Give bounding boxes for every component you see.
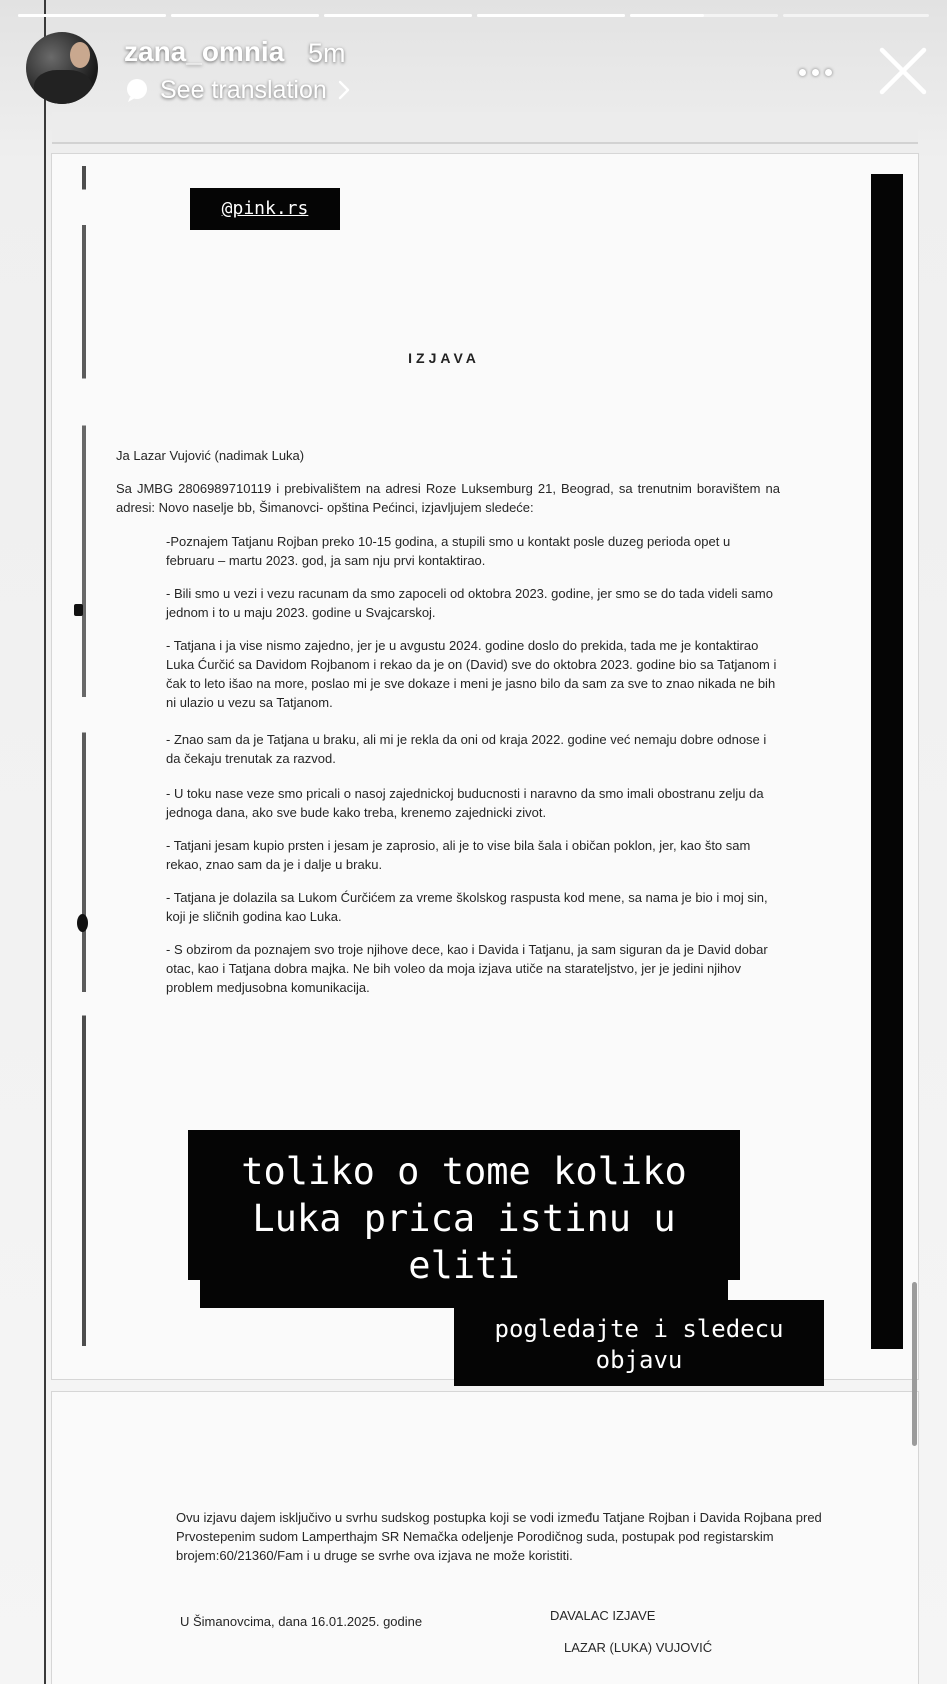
profile-avatar[interactable] <box>26 32 98 104</box>
document-paragraph: - Znao sam da je Tatjana u braku, ali mi je rekla da oni od kraja 2022. godine već nemaju dobre odnose i da čekaju trenutak za razvod. <box>166 732 767 766</box>
document-signer-name: LAZAR (LUKA) VUJOVIĆ <box>564 1640 713 1655</box>
translate-bubble-icon <box>124 77 150 103</box>
caption-sticker-main <box>188 1130 740 1308</box>
story-progress-segment <box>18 14 166 17</box>
scan-edge-line <box>44 0 46 1684</box>
more-dots-icon <box>812 69 819 76</box>
document-identity: Sa JMBG 2806989710119 i prebivalištem na adresi Roze Luksemburg 21, Beograd, sa trenutnim boravištem na adresi: Novo naselje bb, Šimanovci- opština Pećinci, izjavljujem sledeće: <box>116 481 780 515</box>
document-paragraph: - Tatjani jesam kupio prsten i jesam je zaprosio, ali je to vise bila šala i običan poklon, jer, kao što sam rekao, znao sam da je i dalje u braku. <box>166 838 751 872</box>
document-place-date: U Šimanovcima, dana 16.01.2025. godine <box>180 1614 423 1629</box>
document-title: IZJAVA <box>408 350 480 366</box>
document-paragraph: - Tatjana i ja vise nismo zajedno, jer je u avgustu 2024. godine doslo do prekida, tada me je kontaktirao Luka Ćurčić sa Davidom Rojbanom i rekao da je on (David) sve do oktobra 2023. godine bio sa Tatjanom i čak to leto išao na more, poslao mi je sve dokaze i meni je jasno bilo da sam za sve to znao nikada ne bih ni ulazio u vezu sa Tatjanom. <box>166 638 777 710</box>
story-username[interactable]: zana_omnia <box>124 36 285 67</box>
document-intro: Ja Lazar Vujović (nadimak Luka) <box>116 448 305 463</box>
story-progress-segment <box>171 14 319 17</box>
scan-artifact-line <box>82 166 86 1346</box>
caption-sticker-text: toliko o tome koliko Luka prica istinu u eliti <box>241 1150 687 1287</box>
document-paragraph: -Poznajem Tatjanu Rojban preko 10-15 godina, a stupili smo u kontakt posle duzeg perioda opet u februaru – martu 2023. god, ja sam nju prvi kontaktirao. <box>166 534 731 568</box>
document-signer-label: DAVALAC IZJAVE <box>550 1608 656 1623</box>
story-progress-segment <box>477 14 625 17</box>
chevron-right-icon <box>337 79 351 101</box>
more-dots-icon <box>799 69 806 76</box>
story-progress-segment <box>783 14 929 17</box>
story-progress-fill <box>477 14 625 17</box>
mention-sticker[interactable]: @pink.rs <box>190 188 340 230</box>
see-translation-label: See translation <box>160 75 327 104</box>
document-paragraph: - S obzirom da poznajem svo troje njihove dece, kao i Davida i Tatjanu, ja sam siguran da je David dobar otac, kao i Tatjana dobra majka. Ne bih voleo da moja izjava utiče na starateljstvo, jer je jedini njihov problem medjusobna komunikacija. <box>166 942 768 995</box>
document-paragraph: - U toku nase veze smo pricali o nasoj zajednickoj buducnosti i naravno da smo imali obostranu zelju da jednoga dana, ako sve bude kako treba, krenemo zajednicki zivot. <box>166 786 764 820</box>
story-progress-fill <box>171 14 319 17</box>
scan-artifact-mark <box>77 914 88 932</box>
story-progress-fill <box>630 14 704 17</box>
avatar-face-shape <box>70 42 90 68</box>
avatar-body-shape <box>34 70 92 104</box>
document-closing-statement: Ovu izjavu dajem isključivo u svrhu sudskog postupka koji se vodi između Tatjane Rojban i Davida Rojbana pred Prvostepenim sudom Lamperthajm SR Nemačka odeljenje Porodičnog suda, postupak pod registarskim brojem:60/21360/Fam i u druge se svrhe ova izjava ne može koristiti. <box>176 1510 822 1563</box>
caption-sticker-secondary <box>454 1300 824 1386</box>
document-paragraph: - Bili smo u vezi i vezu racunam da smo zapoceli od oktobra 2023. godine, jer smo se do tada videli samo jednom i to u maju 2023. godine u Svajcarskoj. <box>166 586 773 620</box>
see-translation-button[interactable] <box>124 74 351 106</box>
scan-artifact-mark <box>74 604 83 616</box>
story-progress-segment <box>324 14 472 17</box>
story-progress-fill <box>18 14 166 17</box>
scrollbar-thumb[interactable] <box>912 1282 917 1446</box>
close-icon[interactable] <box>876 44 930 98</box>
story-timestamp: 5m <box>308 38 346 68</box>
caption-sticker-secondary-text: pogledajte i sledecu objavu <box>494 1315 784 1374</box>
story-progress-segment <box>630 14 778 17</box>
more-options-button[interactable] <box>790 50 840 94</box>
story-progress-fill <box>324 14 472 17</box>
document-page-previous-edge <box>52 112 918 144</box>
document-paragraph: - Tatjana je dolazila sa Lukom Ćurčićem za vreme školskog raspusta kod mene, sa nama je bio i moj sin, koji je sličnih godina kao Luka. <box>166 890 768 924</box>
more-dots-icon <box>825 69 832 76</box>
